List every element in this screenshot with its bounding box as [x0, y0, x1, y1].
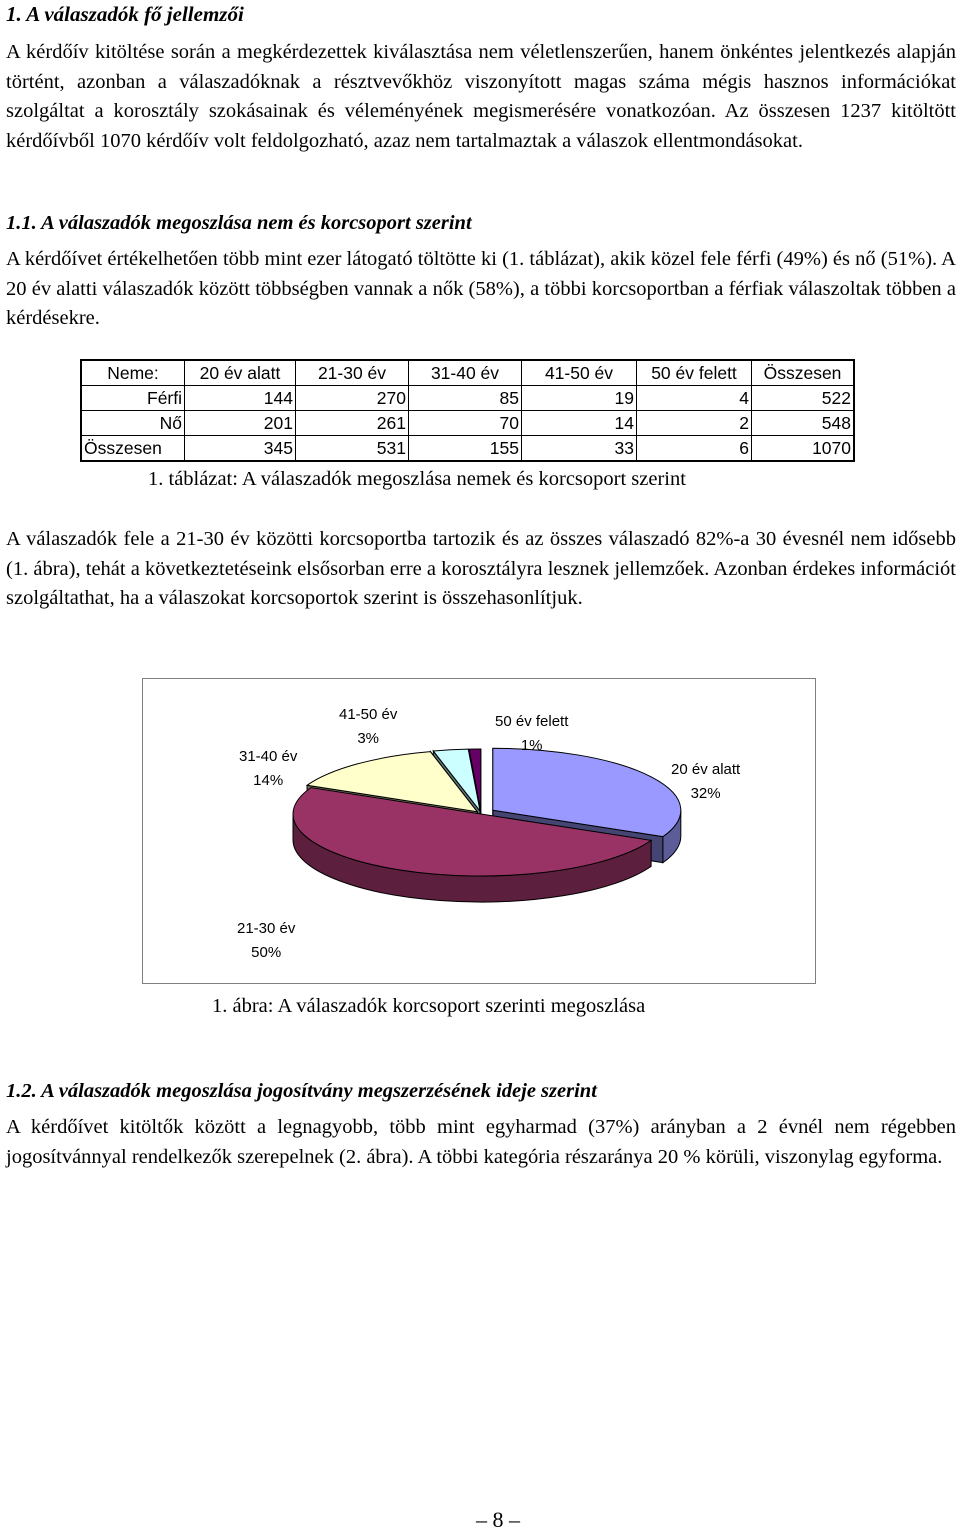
paragraph-2: A válaszadók fele a 21-30 év közötti korcsoportba tartozik és az összes válaszadó 82%-a 30 évesnél nem idősebb (1. ábra), tehát a következtetéseink elsősorban erre a korosztályra lesznek jellemzőek. Azonban érdekes információt szolgáltathat, ha a válaszokat korcsoportok szerint is összehasonlítjuk. — [6, 528, 956, 609]
pie-label-31-40 — [239, 745, 297, 793]
subsection-2-paragraph: A kérdőívet kitöltők között a legnagyobb, több mint egyharmad (37%) arányban a 2 évnél nem régebben jogosítvánnyal rendelkezők szerepelnek (2. ábra). A többi kategória részaránya 20 % körüli, viszonylag egyforma. — [6, 1116, 956, 1168]
table-cell: 155 — [409, 436, 522, 462]
table-cell: 19 — [522, 386, 637, 411]
pie-label-value: 50% — [251, 944, 282, 961]
table-cell: 14 — [522, 411, 637, 436]
table-row — [81, 411, 854, 436]
table-cell: 201 — [185, 411, 296, 436]
table-cell: 548 — [752, 411, 855, 436]
table-header-cell: 21-30 év — [296, 360, 409, 386]
table-cell: 270 — [296, 386, 409, 411]
table-header-cell: 31-40 év — [409, 360, 522, 386]
pie-label-category: 41-50 év — [339, 706, 398, 723]
table-cell: 70 — [409, 411, 522, 436]
pie-label-41-50 — [339, 703, 397, 751]
table-cell: 531 — [296, 436, 409, 462]
table-row-label: Férfi — [81, 386, 185, 411]
table-row-total — [81, 436, 854, 462]
table-header-cell: 41-50 év — [522, 360, 637, 386]
pie-label-value: 32% — [690, 785, 721, 802]
intro-paragraph: A kérdőív kitöltése során a megkérdezettek kiválasztása nem véletlenszerűen, hanem önkéntes jelentkezés alapján történt, azonban a válaszadóknak a résztvevőkhöz viszonyított magas száma mégis hasznos információkat szolgáltat a korosztály szokásainak és véleményének megismerésére vonatkozóan. Az összesen 1237 kitöltött kérdőívből 1070 kérdőív volt feldolgozható, azaz nem tartalmaztak a válaszok ellentmondásokat. — [6, 41, 956, 152]
pie-label-category: 20 év alatt — [671, 761, 741, 778]
table-header-cell: Összesen — [752, 360, 855, 386]
subsection-heading-1: 1.1. A válaszadók megoszlása nem és korcsoport szerint — [6, 212, 472, 234]
subsection-heading-2: 1.2. A válaszadók megoszlása jogosítvány megszerzésének ideje szerint — [6, 1080, 597, 1102]
table-cell: 144 — [185, 386, 296, 411]
table-cell: 2 — [637, 411, 752, 436]
pie-label-category: 21-30 év — [237, 920, 296, 937]
pie-label-50-felett — [495, 710, 568, 758]
table-header-cell: 50 év felett — [637, 360, 752, 386]
table-header-cell: Neme: — [81, 360, 185, 386]
table-cell: 522 — [752, 386, 855, 411]
subsection-1-paragraph: A kérdőívet értékelhetően több mint ezer látogató töltötte ki (1. táblázat), akik közel fele férfi (49%) és nő (51%). A 20 év alatti válaszadók között többségben vannak a nők (58%), a többi korcsoportban a férfiak válaszoltak többen a kérdésekre. — [6, 248, 956, 329]
table-caption: 1. táblázat: A válaszadók megoszlása nemek és korcsoport szerint — [148, 468, 686, 490]
table-cell: 345 — [185, 436, 296, 462]
respondents-table — [80, 359, 855, 462]
section-heading: 1. A válaszadók fő jellemzői — [6, 2, 244, 26]
table-cell: 85 — [409, 386, 522, 411]
pie-label-category: 31-40 év — [239, 748, 298, 765]
table-header-cell: 20 év alatt — [185, 360, 296, 386]
pie-label-20-alatt — [671, 758, 740, 806]
pie-label-value: 3% — [357, 730, 380, 747]
table-cell: 33 — [522, 436, 637, 462]
table-cell: 6 — [637, 436, 752, 462]
pie-chart — [142, 678, 816, 984]
table-row — [81, 386, 854, 411]
table-row-label: Összesen — [81, 436, 185, 462]
pie-label-value: 14% — [253, 772, 284, 789]
table-cell: 261 — [296, 411, 409, 436]
pie-label-value: 1% — [520, 737, 543, 754]
table-cell: 4 — [637, 386, 752, 411]
table-header-row — [81, 360, 854, 386]
pie-label-category: 50 év felett — [495, 713, 569, 730]
table-row-label: Nő — [81, 411, 185, 436]
figure-caption: 1. ábra: A válaszadók korcsoport szerinti megoszlása — [212, 995, 646, 1017]
table-cell: 1070 — [752, 436, 855, 462]
pie-label-21-30 — [237, 917, 295, 965]
page-number: – 8 – — [476, 1507, 520, 1532]
